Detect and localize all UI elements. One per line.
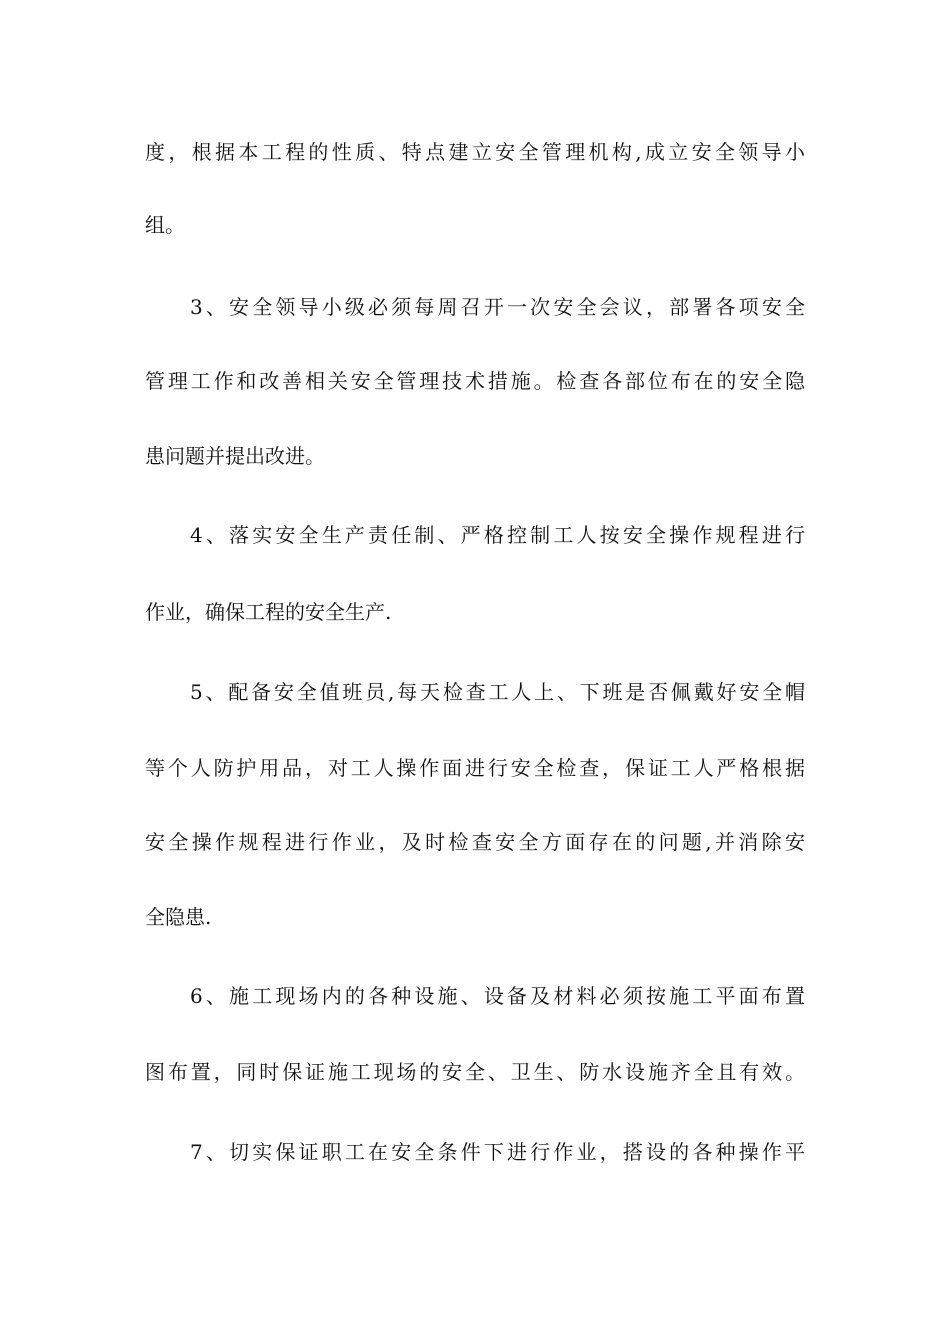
text-line-3: 3、安全领导小级必须每周召开一次安全会议，部署各项安全: [190, 295, 805, 319]
text-line-11: 全隐患.: [145, 905, 212, 929]
text-line-7: 作业，确保工程的安全生产.: [145, 600, 392, 624]
text-line-5: 患问题并提出改进。: [145, 444, 325, 468]
text-line-2: 组。: [145, 213, 185, 237]
text-line-14: 7、切实保证职工在安全条件下进行作业，搭设的各种操作平: [190, 1140, 805, 1164]
text-line-9: 等个人防护用品，对工人操作面进行安全检查，保证工人严格根据: [145, 756, 805, 780]
text-line-10: 安全操作规程进行作业，及时检查安全方面存在的问题,并消除安: [145, 830, 805, 854]
text-line-13: 图布置，同时保证施工现场的安全、卫生、防水设施齐全且有效。: [145, 1060, 805, 1084]
text-line-12: 6、施工现场内的各种设施、设备及材料必须按施工平面布置: [190, 984, 805, 1008]
text-line-8: 5、配备安全值班员,每天检查工人上、下班是否佩戴好安全帽: [190, 680, 805, 704]
text-line-6: 4、落实安全生产责任制、严格控制工人按安全操作规程进行: [190, 523, 805, 547]
text-line-1: 度，根据本工程的性质、特点建立安全管理机构,成立安全领导小: [145, 140, 805, 164]
text-line-4: 管理工作和改善相关安全管理技术措施。检查各部位布在的安全隐: [145, 369, 805, 393]
